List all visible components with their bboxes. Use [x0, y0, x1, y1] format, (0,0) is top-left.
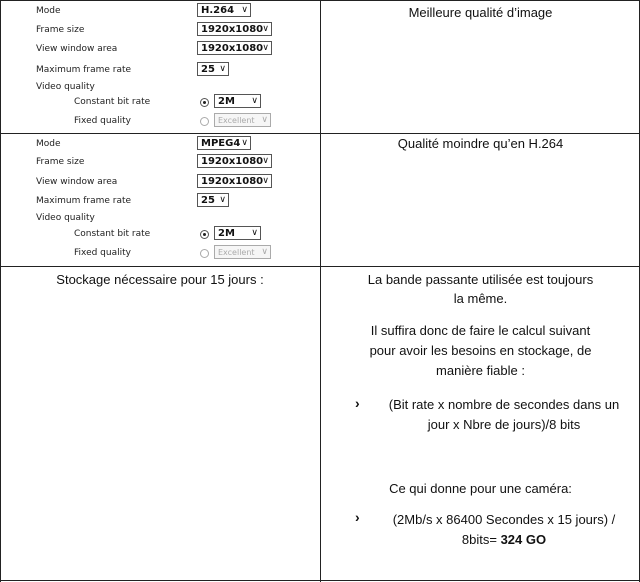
view-window-select-value: 1920x1080 [201, 176, 264, 187]
formula-line-2: jour x Nbre de jours)/8 bits [427, 417, 581, 432]
chevron-down-icon: ∨ [262, 24, 269, 34]
h264-settings-panel [0, 0, 320, 133]
frame-size-label: Frame size [36, 157, 85, 167]
mode-select[interactable] [197, 136, 251, 150]
chevron-down-icon: ∨ [219, 64, 226, 74]
result-line-2 [372, 530, 636, 549]
result-prefix: 8bits= [461, 532, 501, 547]
chevron-down-icon: ∨ [219, 195, 226, 205]
view-window-select-value: 1920x1080 [201, 43, 264, 54]
mode-select[interactable] [197, 3, 251, 17]
mode-select-value: MPEG4 [201, 138, 241, 149]
view-window-label: View window area [36, 177, 118, 187]
cbr-radio[interactable] [200, 230, 209, 239]
bullet-arrow-icon: › [355, 395, 360, 411]
mode-label: Mode [36, 139, 61, 149]
storage-title: Stockage nécessaire pour 15 jours : [56, 272, 264, 287]
chevron-down-icon: ∨ [261, 115, 268, 125]
mode-select-value: H.264 [201, 5, 235, 16]
table-row-divider-2 [0, 266, 640, 267]
cbr-select[interactable] [214, 94, 261, 108]
calc-line-1: Il suffira donc de faire le calcul suivant [370, 323, 591, 338]
chevron-down-icon: ∨ [251, 228, 258, 238]
fixed-quality-select[interactable] [214, 113, 271, 127]
max-frame-rate-select-value: 25 [201, 195, 215, 206]
view-window-select[interactable] [197, 41, 272, 55]
view-window-select[interactable] [197, 174, 272, 188]
cbr-label: Constant bit rate [74, 229, 151, 239]
calc-line-3: manière fiable : [436, 363, 525, 378]
frame-size-label: Frame size [36, 25, 85, 35]
cbr-radio[interactable] [200, 98, 209, 107]
frame-size-select-value: 1920x1080 [201, 156, 264, 167]
mode-label: Mode [36, 6, 61, 16]
frame-size-select-value: 1920x1080 [201, 24, 264, 35]
video-quality-label: Video quality [36, 82, 95, 92]
max-frame-rate-select-value: 25 [201, 64, 215, 75]
fixed-quality-label: Fixed quality [74, 248, 131, 258]
mpeg4-comment: Qualité moindre qu’en H.264 [397, 136, 564, 151]
fixed-quality-radio[interactable] [200, 249, 209, 258]
fixed-quality-label: Fixed quality [74, 116, 131, 126]
max-frame-rate-select[interactable] [197, 62, 229, 76]
chevron-down-icon: ∨ [241, 5, 248, 15]
calc-line-2: pour avoir les besoins en stockage, de [369, 343, 592, 358]
video-quality-label: Video quality [36, 213, 95, 223]
max-frame-rate-select[interactable] [197, 193, 229, 207]
camera-line: Ce qui donne pour une caméra: [389, 481, 572, 496]
chevron-down-icon: ∨ [261, 247, 268, 257]
chevron-down-icon: ∨ [241, 138, 248, 148]
bandwidth-line-1: La bande passante utilisée est toujours [367, 272, 594, 287]
mpeg4-settings-panel [0, 133, 320, 266]
fixed-quality-select-value: Excellent [218, 116, 255, 125]
max-frame-rate-label: Maximum frame rate [36, 65, 132, 75]
fixed-quality-select-value: Excellent [218, 248, 255, 257]
fixed-quality-radio[interactable] [200, 117, 209, 126]
chevron-down-icon: ∨ [251, 96, 258, 106]
fixed-quality-select[interactable] [214, 245, 271, 259]
cbr-select-value: 2M [218, 228, 235, 239]
bullet-arrow-icon: › [355, 509, 360, 525]
max-frame-rate-label: Maximum frame rate [36, 196, 132, 206]
formula-line-1: (Bit rate x nombre de secondes dans un [388, 397, 620, 412]
h264-comment: Meilleure qualité d’image [408, 5, 553, 20]
chevron-down-icon: ∨ [262, 176, 269, 186]
result-value: 324 GO [500, 532, 547, 547]
result-line-1: (2Mb/s x 86400 Secondes x 15 jours) / [392, 512, 616, 527]
cbr-select-value: 2M [218, 96, 235, 107]
chevron-down-icon: ∨ [262, 156, 269, 166]
cbr-label: Constant bit rate [74, 97, 151, 107]
frame-size-select[interactable] [197, 22, 272, 36]
chevron-down-icon: ∨ [262, 43, 269, 53]
frame-size-select[interactable] [197, 154, 272, 168]
bandwidth-line-2: la même. [453, 291, 508, 306]
view-window-label: View window area [36, 44, 118, 54]
cbr-select[interactable] [214, 226, 261, 240]
